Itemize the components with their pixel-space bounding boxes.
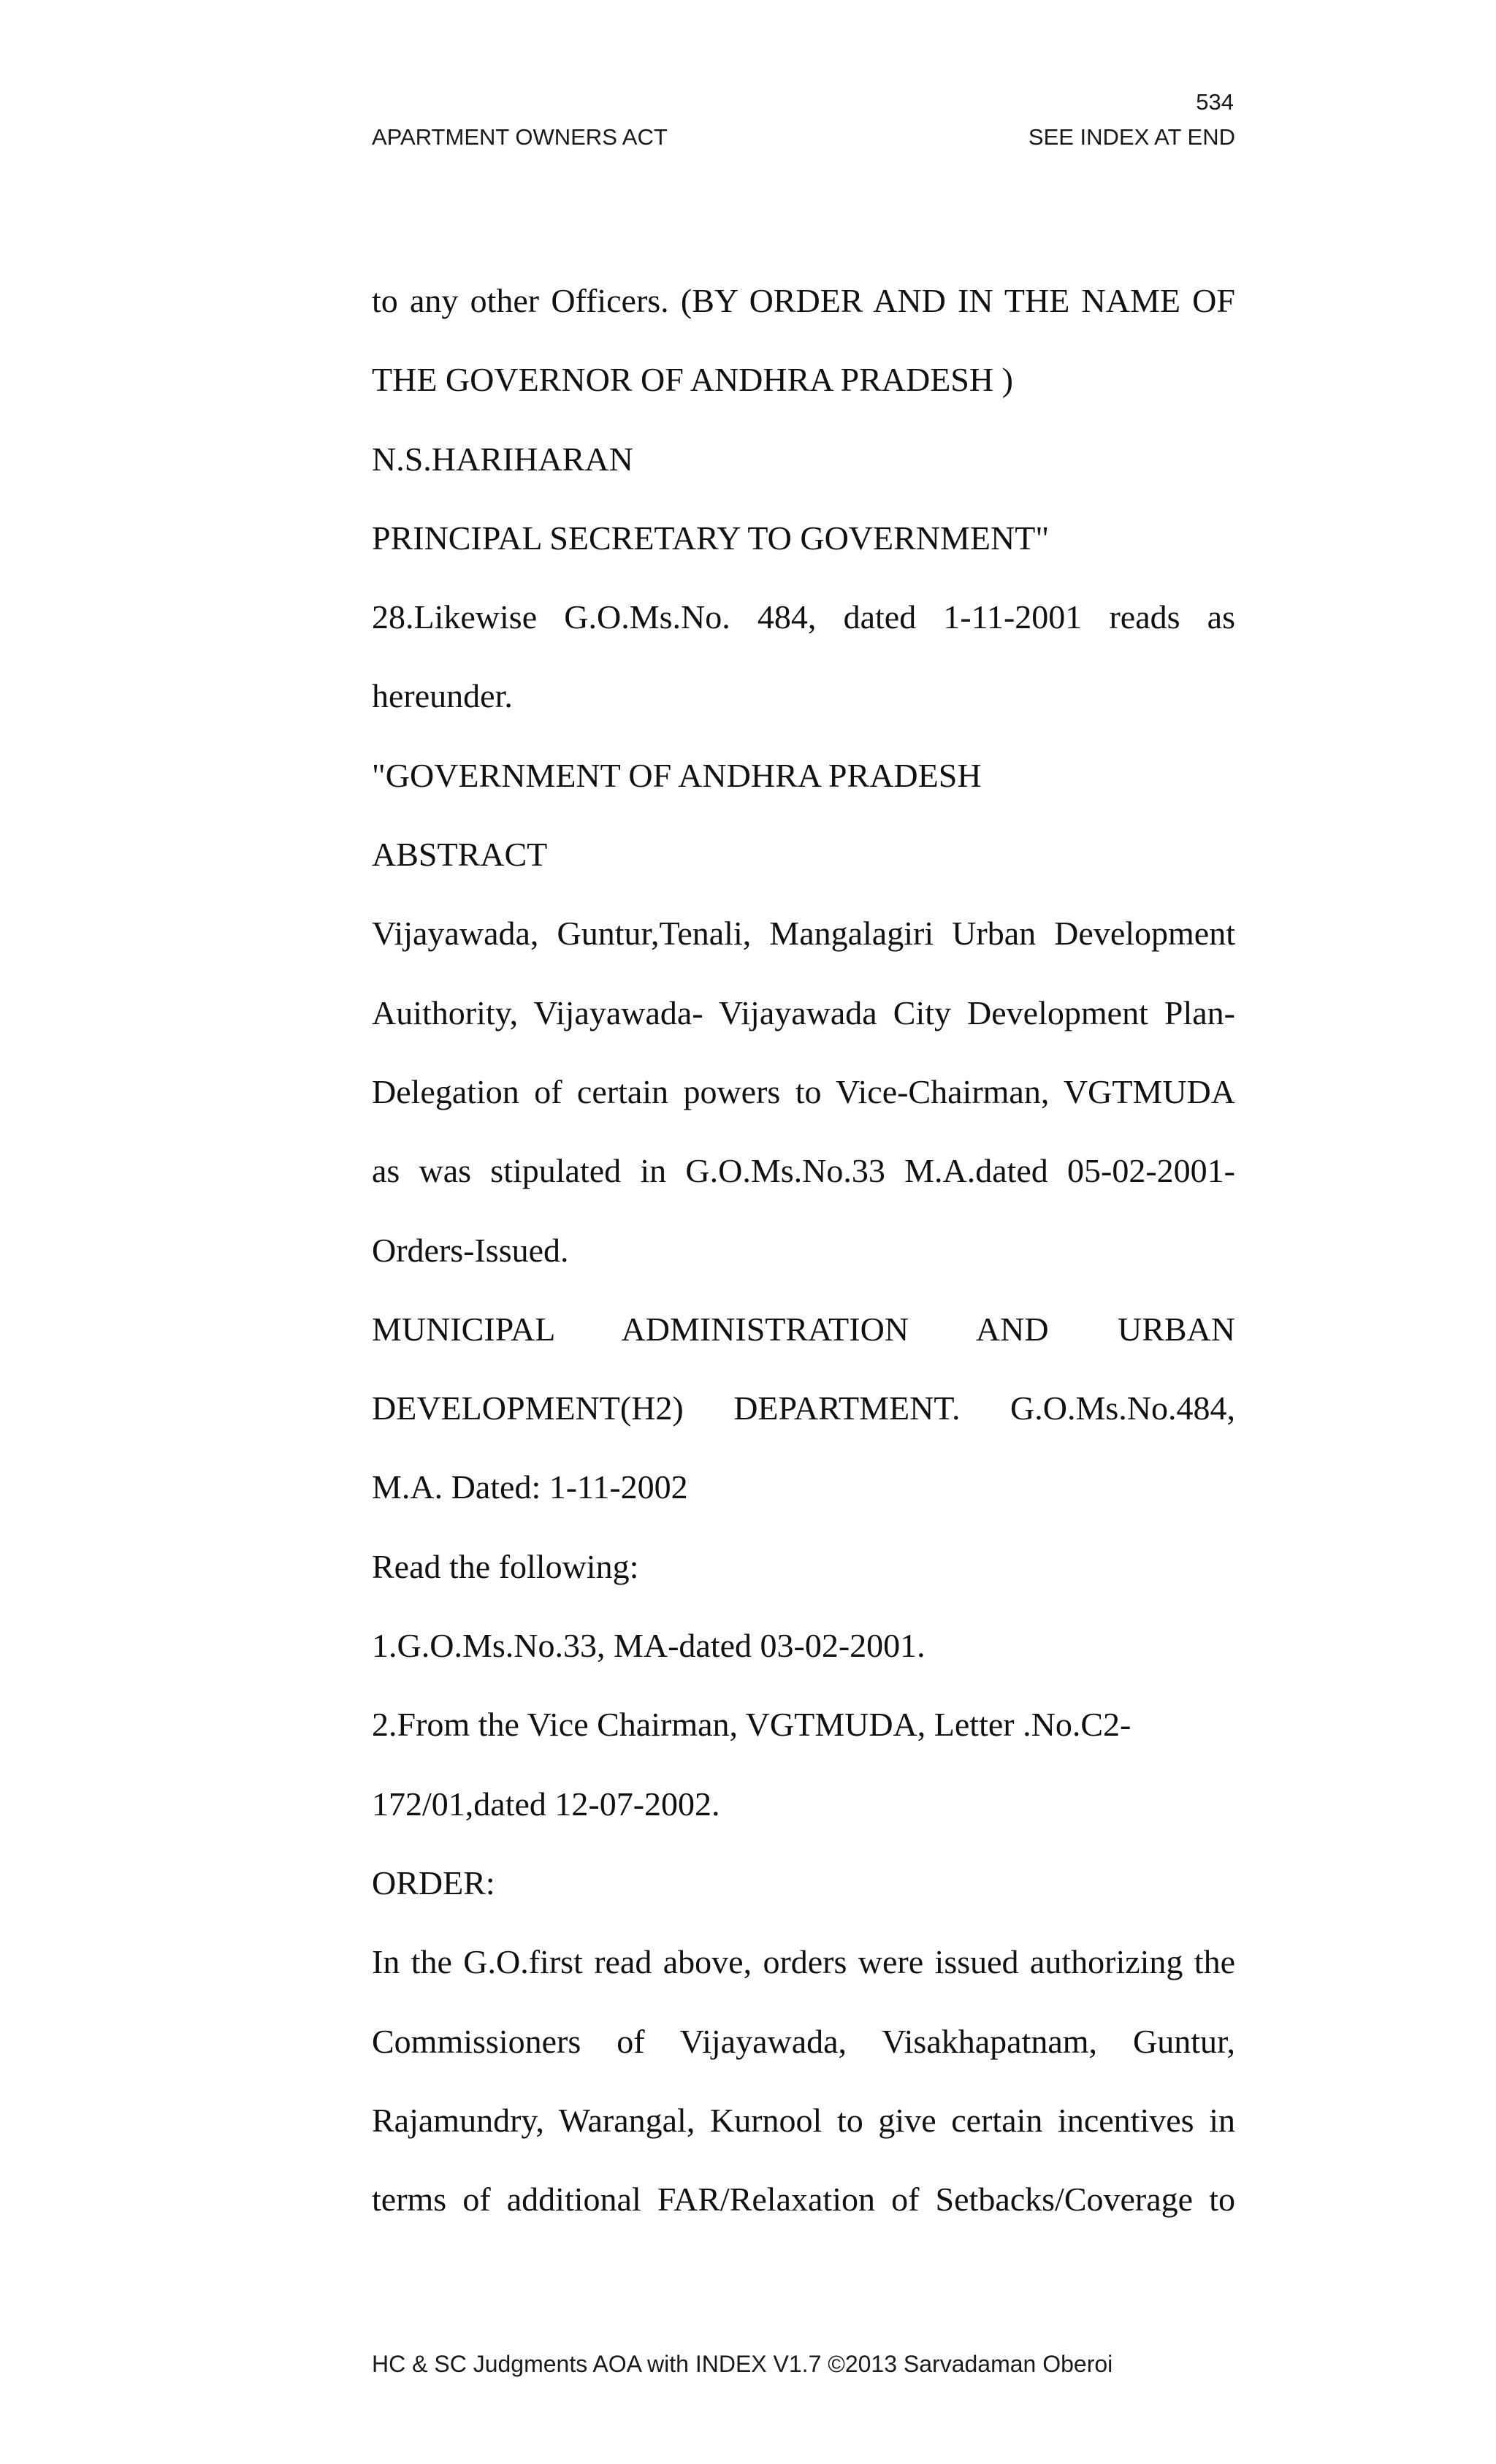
- text-line: terms of additional FAR/Relaxation of Setbacks/Coverage to: [372, 2181, 1235, 2219]
- body-text: [372, 262, 1235, 2239]
- text-line: 172/01,dated 12-07-2002.: [372, 1785, 720, 1823]
- text-line: 2.From the Vice Chairman, VGTMUDA, Letter .No.C2-: [372, 1706, 1131, 1744]
- text-line: ABSTRACT: [372, 836, 548, 874]
- text-line: MUNICIPAL ADMINISTRATION AND URBAN: [372, 1310, 1235, 1348]
- text-line: In the G.O.first read above, orders were issued authorizing the: [372, 1943, 1235, 1981]
- text-line: Orders-Issued.: [372, 1231, 569, 1269]
- text-line: 28.Likewise G.O.Ms.No. 484, dated 1-11-2001 reads as: [372, 598, 1235, 636]
- header-index-note: SEE INDEX AT END: [1028, 124, 1235, 150]
- text-line: "GOVERNMENT OF ANDHRA PRADESH: [372, 756, 982, 794]
- text-line: PRINCIPAL SECRETARY TO GOVERNMENT": [372, 519, 1050, 557]
- text-line: Vijayawada, Guntur,Tenali, Mangalagiri Urban Development: [372, 915, 1235, 953]
- text-line: THE GOVERNOR OF ANDHRA PRADESH ): [372, 361, 1013, 399]
- text-line: M.A. Dated: 1-11-2002: [372, 1468, 688, 1506]
- text-line: to any other Officers. (BY ORDER AND IN THE NAME OF: [372, 282, 1235, 319]
- text-line: Auithority, Vijayawada- Vijayawada City Development Plan-: [372, 993, 1235, 1031]
- text-line: 1.G.O.Ms.No.33, MA-dated 03-02-2001.: [372, 1627, 926, 1665]
- page-number: 534: [1196, 89, 1234, 115]
- text-line: DEVELOPMENT(H2) DEPARTMENT. G.O.Ms.No.484,: [372, 1389, 1235, 1427]
- text-line: ORDER:: [372, 1864, 495, 1902]
- text-line: hereunder.: [372, 677, 513, 715]
- text-line: as was stipulated in G.O.Ms.No.33 M.A.dated 05-02-2001-: [372, 1152, 1235, 1190]
- text-line: Read the following:: [372, 1547, 639, 1585]
- page-footer: HC & SC Judgments AOA with INDEX V1.7 ©2013 Sarvadaman Oberoi: [372, 2351, 1113, 2377]
- header-title: APARTMENT OWNERS ACT: [372, 124, 668, 150]
- text-line: Rajamundry, Warangal, Kurnool to give certain incentives in: [372, 2101, 1235, 2139]
- text-line: Delegation of certain powers to Vice-Chairman, VGTMUDA: [372, 1072, 1235, 1110]
- text-line: N.S.HARIHARAN: [372, 440, 633, 478]
- running-header: [372, 123, 1235, 152]
- text-line: Commissioners of Vijayawada, Visakhapatnam, Guntur,: [372, 2022, 1235, 2060]
